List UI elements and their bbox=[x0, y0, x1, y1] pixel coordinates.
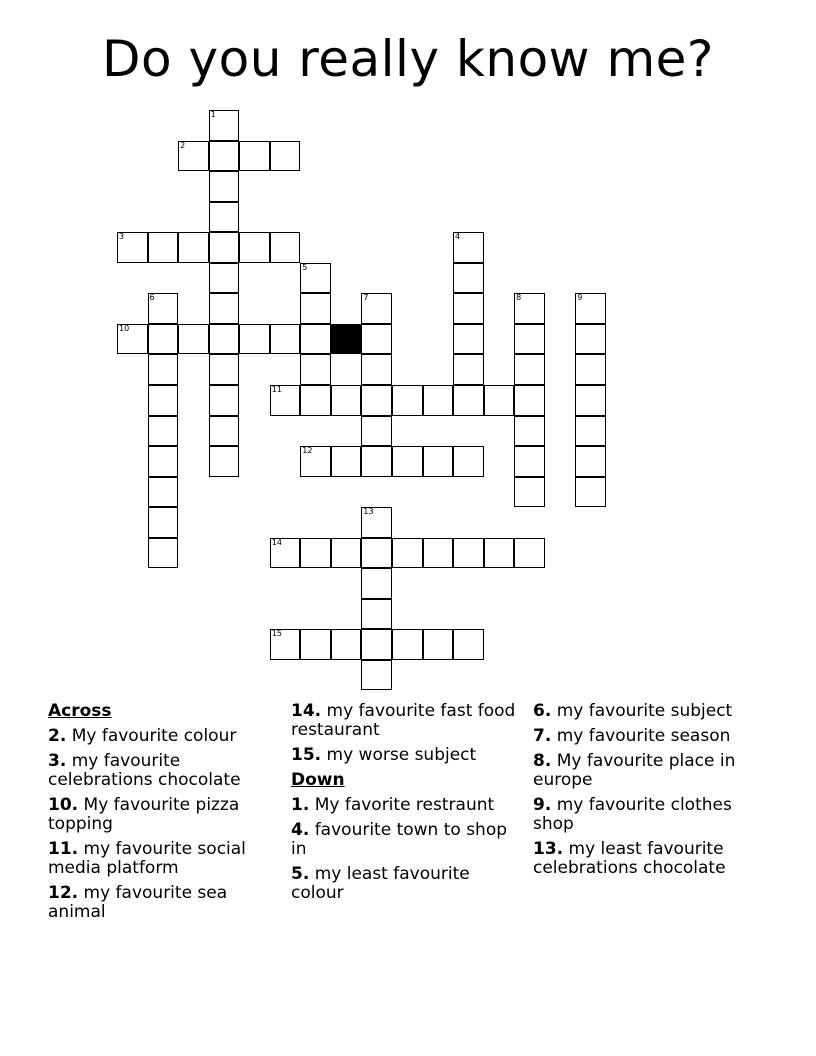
clue-number: 11. bbox=[48, 839, 79, 859]
grid-cell[interactable] bbox=[361, 538, 392, 569]
grid-cell[interactable] bbox=[300, 324, 331, 355]
cell-number: 9 bbox=[577, 293, 583, 303]
grid-cell[interactable] bbox=[148, 324, 179, 355]
clue-number: 4. bbox=[291, 820, 310, 840]
clue-text: my favourite celebrations chocolate bbox=[48, 751, 241, 790]
grid-cell[interactable] bbox=[392, 446, 423, 477]
grid-cell[interactable] bbox=[300, 629, 331, 660]
clues-column-1 bbox=[48, 702, 276, 928]
grid-cell[interactable] bbox=[392, 385, 423, 416]
grid-cell[interactable] bbox=[453, 354, 484, 385]
cell-number: 10 bbox=[119, 323, 130, 333]
grid-cell[interactable] bbox=[148, 354, 179, 385]
grid-cell[interactable] bbox=[270, 385, 301, 416]
grid-cell[interactable] bbox=[423, 446, 454, 477]
grid-cell[interactable] bbox=[575, 446, 606, 477]
grid-block bbox=[331, 324, 362, 355]
clue-down-13[interactable] bbox=[533, 840, 769, 878]
grid-cell[interactable] bbox=[423, 538, 454, 569]
clues-column-2 bbox=[291, 702, 519, 909]
clue-across-2[interactable] bbox=[48, 727, 276, 746]
clue-across-10[interactable] bbox=[48, 796, 276, 834]
clue-text: My favourite pizza topping bbox=[48, 795, 240, 834]
grid-cell[interactable] bbox=[209, 141, 240, 172]
grid-cell[interactable] bbox=[575, 354, 606, 385]
grid-cell[interactable] bbox=[209, 202, 240, 233]
clue-text: my favourite season bbox=[551, 726, 731, 746]
grid-cell[interactable] bbox=[148, 385, 179, 416]
grid-cell[interactable] bbox=[331, 385, 362, 416]
clue-number: 9. bbox=[533, 795, 552, 815]
clue-number: 13. bbox=[533, 839, 564, 859]
grid-cell[interactable] bbox=[453, 629, 484, 660]
grid-cell[interactable] bbox=[331, 446, 362, 477]
clue-down-4[interactable] bbox=[291, 821, 519, 859]
clue-down-9[interactable] bbox=[533, 796, 769, 834]
cell-number: 11 bbox=[271, 384, 282, 394]
grid-cell[interactable] bbox=[209, 416, 240, 447]
clues-column-3 bbox=[533, 702, 769, 884]
grid-cell[interactable] bbox=[575, 293, 606, 324]
grid-cell[interactable] bbox=[361, 324, 392, 355]
grid-cell[interactable] bbox=[148, 538, 179, 569]
grid-cell[interactable] bbox=[514, 324, 545, 355]
clue-text: my worse subject bbox=[321, 745, 477, 765]
clue-across-15[interactable] bbox=[291, 746, 519, 765]
clue-across-14[interactable] bbox=[291, 702, 519, 740]
clue-text: my least favourite celebrations chocolate bbox=[533, 839, 726, 878]
grid-cell[interactable] bbox=[575, 324, 606, 355]
grid-cell[interactable] bbox=[361, 446, 392, 477]
grid-cell[interactable] bbox=[178, 232, 209, 263]
grid-cell[interactable] bbox=[300, 538, 331, 569]
grid-cell[interactable] bbox=[514, 354, 545, 385]
clue-text: My favorite restraunt bbox=[309, 795, 495, 815]
grid-cell[interactable] bbox=[453, 263, 484, 294]
clue-text: My favourite place in europe bbox=[533, 751, 736, 790]
grid-cell[interactable] bbox=[423, 385, 454, 416]
grid-cell[interactable] bbox=[514, 446, 545, 477]
grid-cell[interactable] bbox=[239, 324, 270, 355]
grid-cell[interactable] bbox=[361, 385, 392, 416]
grid-cell[interactable] bbox=[361, 599, 392, 630]
grid-cell[interactable] bbox=[484, 385, 515, 416]
grid-cell[interactable] bbox=[514, 538, 545, 569]
clue-number: 8. bbox=[533, 751, 552, 771]
grid-cell[interactable] bbox=[575, 385, 606, 416]
page-title: Do you really know me? bbox=[102, 30, 714, 88]
grid-cell[interactable] bbox=[209, 385, 240, 416]
clue-text: my favourite clothes shop bbox=[533, 795, 732, 834]
grid-cell[interactable] bbox=[148, 446, 179, 477]
clue-down-5[interactable] bbox=[291, 865, 519, 903]
grid-cell[interactable] bbox=[453, 385, 484, 416]
clue-down-1[interactable] bbox=[291, 796, 519, 815]
grid-cell[interactable] bbox=[178, 141, 209, 172]
grid-cell[interactable] bbox=[484, 538, 515, 569]
grid-cell[interactable] bbox=[300, 293, 331, 324]
grid-cell[interactable] bbox=[575, 477, 606, 508]
grid-cell[interactable] bbox=[361, 293, 392, 324]
cell-number: 5 bbox=[302, 262, 308, 272]
grid-cell[interactable] bbox=[392, 538, 423, 569]
cell-number: 15 bbox=[271, 629, 282, 639]
grid-cell[interactable] bbox=[300, 385, 331, 416]
down-header: Down bbox=[291, 770, 345, 790]
clue-number: 12. bbox=[48, 883, 79, 903]
grid-cell[interactable] bbox=[453, 293, 484, 324]
cell-number: 12 bbox=[302, 446, 313, 456]
grid-cell[interactable] bbox=[148, 416, 179, 447]
grid-cell[interactable] bbox=[514, 385, 545, 416]
grid-cell[interactable] bbox=[209, 324, 240, 355]
clue-down-6[interactable] bbox=[533, 702, 769, 721]
grid-cell[interactable] bbox=[270, 538, 301, 569]
clue-number: 2. bbox=[48, 726, 67, 746]
grid-cell[interactable] bbox=[209, 232, 240, 263]
clue-down-8[interactable] bbox=[533, 752, 769, 790]
grid-cell[interactable] bbox=[453, 324, 484, 355]
grid-cell[interactable] bbox=[178, 324, 209, 355]
grid-cell[interactable] bbox=[453, 538, 484, 569]
grid-cell[interactable] bbox=[361, 629, 392, 660]
grid-cell[interactable] bbox=[117, 232, 148, 263]
across-header: Across bbox=[48, 701, 112, 721]
grid-cell[interactable] bbox=[239, 232, 270, 263]
clue-number: 5. bbox=[291, 864, 310, 884]
cell-number: 3 bbox=[119, 232, 125, 242]
cell-number: 2 bbox=[180, 140, 186, 150]
grid-cell[interactable] bbox=[239, 141, 270, 172]
grid-cell[interactable] bbox=[453, 232, 484, 263]
cell-number: 6 bbox=[149, 293, 155, 303]
clue-number: 15. bbox=[291, 745, 322, 765]
grid-cell[interactable] bbox=[361, 354, 392, 385]
grid-cell[interactable] bbox=[361, 416, 392, 447]
clue-number: 6. bbox=[533, 701, 552, 721]
clue-number: 7. bbox=[533, 726, 552, 746]
grid-cell[interactable] bbox=[331, 538, 362, 569]
grid-cell[interactable] bbox=[209, 263, 240, 294]
grid-cell[interactable] bbox=[148, 477, 179, 508]
clue-text: my favourite sea animal bbox=[48, 883, 228, 922]
clue-number: 10. bbox=[48, 795, 79, 815]
clue-text: my least favourite colour bbox=[291, 864, 470, 903]
clue-number: 14. bbox=[291, 701, 322, 721]
cell-number: 7 bbox=[363, 293, 369, 303]
cell-number: 1 bbox=[210, 110, 216, 119]
clue-text: my favourite social media platform bbox=[48, 839, 246, 878]
clue-across-11[interactable] bbox=[48, 840, 276, 878]
clue-across-3[interactable] bbox=[48, 752, 276, 790]
grid-cell[interactable] bbox=[300, 446, 331, 477]
clue-text: my favourite fast food restaurant bbox=[291, 701, 516, 740]
grid-cell[interactable] bbox=[270, 629, 301, 660]
grid-cell[interactable] bbox=[209, 171, 240, 202]
grid-cell[interactable] bbox=[361, 660, 392, 691]
grid-cell[interactable] bbox=[423, 629, 454, 660]
grid-cell[interactable] bbox=[331, 629, 362, 660]
grid-cell[interactable] bbox=[575, 416, 606, 447]
grid-cell[interactable] bbox=[270, 232, 301, 263]
clue-text: My favourite colour bbox=[66, 726, 237, 746]
grid-cell[interactable] bbox=[361, 568, 392, 599]
cell-number: 14 bbox=[271, 537, 282, 547]
grid-cell[interactable] bbox=[117, 324, 148, 355]
grid-cell[interactable] bbox=[209, 446, 240, 477]
grid-cell[interactable] bbox=[514, 477, 545, 508]
cell-number: 4 bbox=[455, 232, 461, 242]
grid-cell[interactable] bbox=[270, 324, 301, 355]
crossword-grid bbox=[117, 110, 608, 692]
clue-text: favourite town to shop in bbox=[291, 820, 508, 859]
grid-cell[interactable] bbox=[209, 293, 240, 324]
grid-cell[interactable] bbox=[514, 416, 545, 447]
grid-cell[interactable] bbox=[453, 446, 484, 477]
cell-number: 8 bbox=[516, 293, 522, 303]
clue-across-12[interactable] bbox=[48, 884, 276, 922]
clue-number: 1. bbox=[291, 795, 310, 815]
grid-cell[interactable] bbox=[148, 293, 179, 324]
grid-cell[interactable] bbox=[209, 354, 240, 385]
grid-cell[interactable] bbox=[148, 507, 179, 538]
grid-cell[interactable] bbox=[209, 110, 240, 141]
grid-cell[interactable] bbox=[148, 232, 179, 263]
grid-cell[interactable] bbox=[514, 293, 545, 324]
cell-number: 13 bbox=[363, 507, 374, 517]
grid-cell[interactable] bbox=[300, 354, 331, 385]
clue-text: my favourite subject bbox=[551, 701, 733, 721]
grid-cell[interactable] bbox=[361, 507, 392, 538]
grid-cell[interactable] bbox=[392, 629, 423, 660]
clue-number: 3. bbox=[48, 751, 67, 771]
clue-down-7[interactable] bbox=[533, 727, 769, 746]
grid-cell[interactable] bbox=[300, 263, 331, 294]
grid-cell[interactable] bbox=[270, 141, 301, 172]
